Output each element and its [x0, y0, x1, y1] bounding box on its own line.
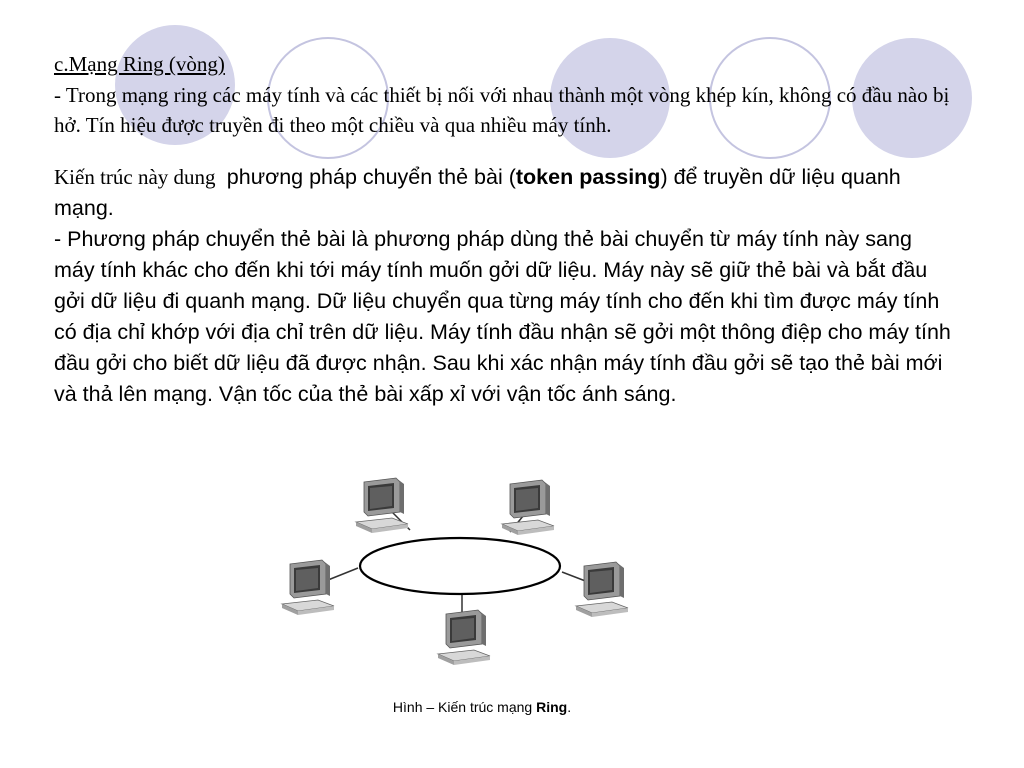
section-heading: c.Mạng Ring (vòng) [54, 52, 225, 76]
body-paragraph-2: - Phương pháp chuyển thẻ bài là phương pháp dùng thẻ bài chuyển từ máy tính này sang máy tính khác cho đến khi tới máy tính muốn gởi dữ liệu. Máy này sẽ giữ thẻ bài và bắt đầu gởi dữ liệu đi quanh mạng. Dữ liệu chuyển qua từng máy tính cho đến khi tìm được máy tính có địa chỉ khớp với địa chỉ trên dữ liệu. Máy tính đầu nhận sẽ gởi một thông điệp cho máy tính đầu gởi cho biết dữ liệu đã được nhận. Sau khi xác nhận máy tính đầu gởi sẽ tạo thẻ bài mới và thả lên mạng. Vận tốc của thẻ bài xấp xỉ với vận tốc ánh sáng. [54, 227, 951, 406]
figure-caption: Hình – Kiến trúc mạng Ring. [392, 699, 572, 715]
computer-icon [356, 478, 408, 533]
intro-paragraph: - Trong mạng ring các máy tính và các thiết bị nối với nhau thành một vòng khép kín, không có đầu nào bị hở. Tín hiệu được truyền đi theo một chiều và qua nhiều máy tính. [54, 83, 950, 137]
link-line [328, 568, 358, 580]
computer-icon [502, 480, 554, 535]
computer-icon [438, 610, 490, 665]
computer-icon [282, 560, 334, 615]
computer-icon [576, 562, 628, 617]
token-passing-term: token passing [515, 165, 661, 189]
ring-topology-diagram [270, 470, 650, 690]
body-lead: Kiến trúc này dung [54, 165, 216, 189]
ring-cable [360, 538, 560, 594]
body-text [54, 162, 954, 410]
caption-ring-term: Ring [536, 699, 568, 715]
body-part1: phương pháp chuyển thẻ bài (token passing) để truyền dữ liệu quanh mạng. [54, 165, 901, 220]
